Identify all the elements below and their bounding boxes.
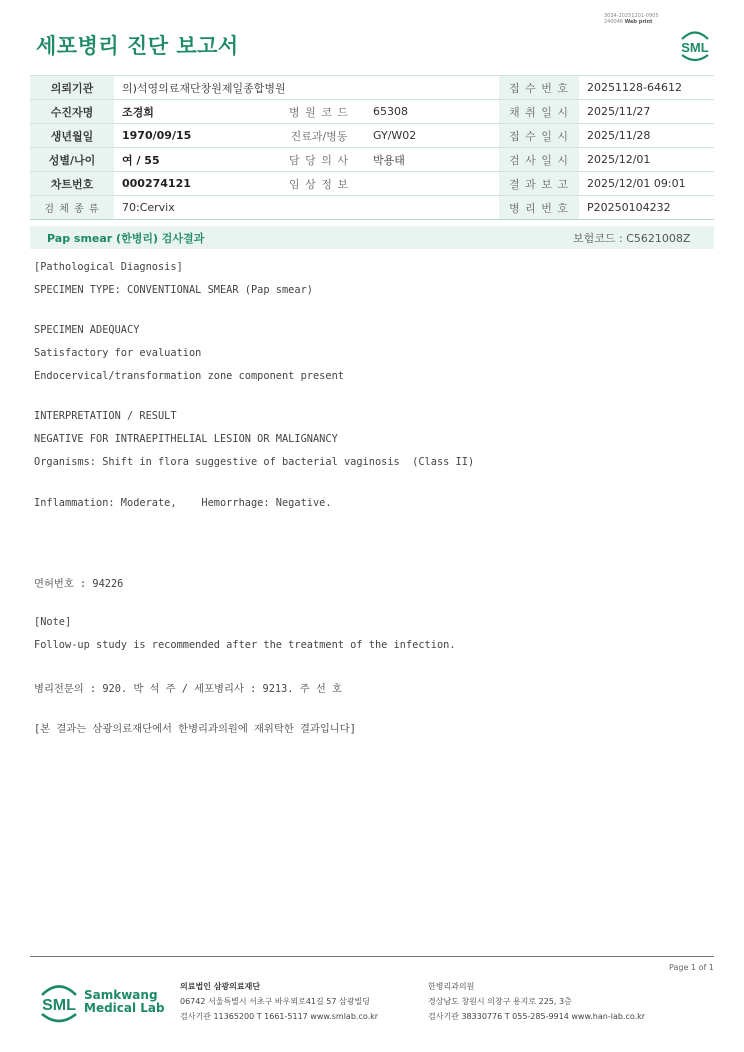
doctor-value: 박용태	[365, 148, 499, 172]
sex-age-label: 성별/나이	[30, 148, 114, 172]
table-row	[30, 148, 714, 172]
pathology-no-value: P20250104232	[579, 196, 714, 220]
dob-value: 1970/09/15	[114, 124, 273, 148]
print-meta-label: Web print	[624, 19, 653, 25]
report-line: Endocervical/transformation zone component present	[34, 370, 344, 382]
receipt-no-label: 접 수 번 호	[499, 76, 579, 100]
org1-contact: 검사기관 11365200 T 1661-5117 www.smlab.co.kr	[180, 1012, 379, 1021]
sml-logo-text: SML	[681, 40, 709, 55]
print-meta	[604, 13, 659, 25]
patient-label: 수진자명	[30, 100, 114, 124]
page-number: Page 1 of 1	[669, 963, 714, 972]
patient-info-table	[30, 75, 714, 220]
reported-value: 2025/12/01 09:01	[579, 172, 714, 196]
section-title: Pap smear (한병리) 검사결과	[47, 232, 205, 245]
report-line: SPECIMEN TYPE: CONVENTIONAL SMEAR (Pap smear)	[34, 284, 313, 296]
org2-address: 경상남도 창원시 의창구 용지로 225, 3층	[428, 997, 572, 1006]
received-value: 2025/11/28	[579, 124, 714, 148]
receipt-no-value: 20251128-64612	[579, 76, 714, 100]
clinical-label: 임 상 정 보	[273, 172, 365, 196]
sml-logo	[676, 27, 714, 63]
dept-label: 진료과/병동	[273, 124, 365, 148]
table-row	[30, 100, 714, 124]
institution-value: 의)석영의료재단창원제일종합병원	[114, 76, 499, 100]
brand-line1: Samkwang	[84, 988, 158, 1002]
dept-value: GY/W02	[365, 124, 499, 148]
org1-name: 의료법인 삼광의료재단	[180, 982, 261, 991]
pathologist-line: 병리전문의 : 920. 박 석 주 / 세포병리사 : 9213. 주 선 호	[34, 683, 342, 695]
table-row	[30, 196, 714, 220]
print-meta-line1: 3034-20251201-0905	[604, 13, 659, 19]
org1-info	[180, 979, 378, 1024]
print-meta-code: 240046	[604, 19, 624, 25]
institution-label: 의뢰기관	[30, 76, 114, 100]
footer-divider	[30, 956, 714, 957]
hospital-code-value: 65308	[365, 100, 499, 124]
reported-label: 결 과 보 고	[499, 172, 579, 196]
org2-contact: 검사기관 38330776 T 055-285-9914 www.han-lab.co.kr	[428, 1012, 646, 1021]
specimen-value: 70:Cervix	[114, 196, 499, 220]
report-line: Inflammation: Moderate, Hemorrhage: Negative.	[34, 497, 332, 509]
report-line: [Note]	[34, 616, 72, 628]
pathology-no-label: 병 리 번 호	[499, 196, 579, 220]
collected-value: 2025/11/27	[579, 100, 714, 124]
report-line: Organisms: Shift in flora suggestive of bacterial vaginosis (Class II)	[34, 456, 475, 468]
table-row	[30, 124, 714, 148]
org2-info	[428, 979, 645, 1024]
tested-label: 검 사 일 시	[499, 148, 579, 172]
chart-label: 차트번호	[30, 172, 114, 196]
license-number: 면허번호 : 94226	[34, 578, 124, 590]
samkwang-logo-text: SML	[42, 997, 76, 1014]
document-title: 세포병리 진단 보고서	[36, 34, 239, 58]
table-row	[30, 172, 714, 196]
referral-note: [본 결과는 삼광의료재단에서 한병리과의원에 재위탁한 결과입니다]	[34, 723, 356, 735]
org2-name: 한병리과의원	[428, 982, 475, 991]
dob-label: 생년월일	[30, 124, 114, 148]
report-line: [Pathological Diagnosis]	[34, 261, 183, 273]
clinical-value	[365, 172, 499, 196]
samkwang-logo	[36, 980, 82, 1026]
chart-value: 000274121	[114, 172, 273, 196]
patient-value: 조경희	[114, 100, 273, 124]
table-row	[30, 76, 714, 100]
received-label: 접 수 일 시	[499, 124, 579, 148]
report-line: SPECIMEN ADEQUACY	[34, 324, 140, 336]
doctor-label: 담 당 의 사	[273, 148, 365, 172]
brand-line2: Medical Lab	[84, 1001, 165, 1015]
org1-address: 06742 서울특별시 서초구 바우뫼로41길 57 삼광빌딩	[180, 997, 370, 1006]
sex-age-value: 여 / 55	[114, 148, 273, 172]
collected-label: 채 취 일 시	[499, 100, 579, 124]
report-line: NEGATIVE FOR INTRAEPITHELIAL LESION OR MALIGNANCY	[34, 433, 338, 445]
specimen-label: 검 체 종 류	[30, 196, 114, 220]
tested-value: 2025/12/01	[579, 148, 714, 172]
samkwang-brand	[84, 989, 165, 1015]
print-meta-line2	[604, 19, 659, 25]
insurance-code: 보험코드 : C5621008Z	[573, 232, 691, 245]
report-line: Follow-up study is recommended after the treatment of the infection.	[34, 639, 456, 651]
report-line: Satisfactory for evaluation	[34, 347, 202, 359]
hospital-code-label: 병 원 코 드	[273, 100, 365, 124]
report-line: INTERPRETATION / RESULT	[34, 410, 177, 422]
